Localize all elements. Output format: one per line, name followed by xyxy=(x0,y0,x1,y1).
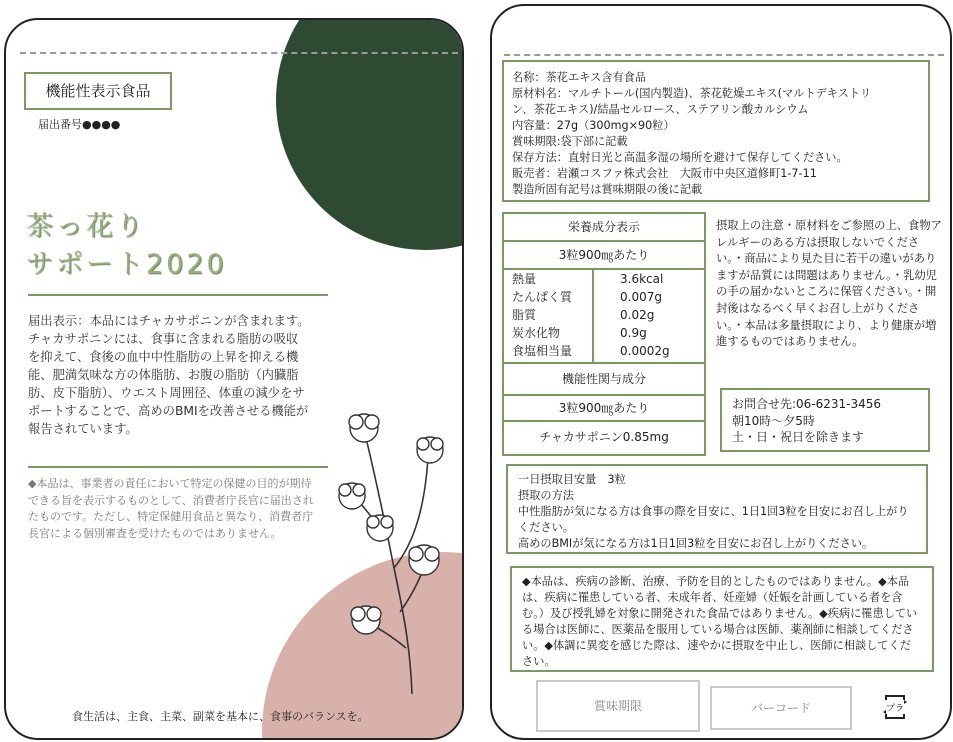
nutrient-value: 0.9g xyxy=(620,326,647,340)
usage-notes: 摂取上の注意・原材料をご参照の上、食物アレルギーのある方は摂取しないでください。・商品により見た目に若干の違いがありますが品質には問題はありません。・乳幼児の手の届かないところに保管ください。・開封後はなるべく早くお召し上がりください。・本品は多量摂取により、より健康が増進するものではありません。 xyxy=(716,219,942,349)
product-name-line1: 茶っ花り xyxy=(26,211,146,242)
front-label-panel xyxy=(4,18,464,740)
info-line: 販売者：岩瀬コスファ株式会社 大阪市中央区道修町1-7-11 xyxy=(512,167,817,180)
functional-title: 機能性関与成分 xyxy=(504,364,704,396)
plastic-recycle-icon xyxy=(880,692,910,722)
nutrition-table xyxy=(502,212,706,456)
barcode-box: バーコード xyxy=(710,686,852,730)
nutrient-value: 0.007g xyxy=(620,290,662,304)
info-line: 製造所固有記号は賞味期限の後に記載 xyxy=(512,183,703,196)
nutrition-serving: 3粒900㎎あたり xyxy=(504,242,704,270)
dashed-divider xyxy=(504,54,944,56)
dashed-divider xyxy=(20,52,458,54)
nutrient-label: 食塩相当量 xyxy=(512,344,573,358)
product-name xyxy=(26,208,227,284)
functional-serving: 3粒900㎎あたり xyxy=(504,396,704,422)
back-label-panel xyxy=(490,4,952,740)
nutrition-values xyxy=(504,270,704,364)
intake-line: 摂取の方法 xyxy=(518,489,574,502)
nutrient-label: 炭水化物 xyxy=(512,326,561,340)
nutrition-title: 栄養成分表示 xyxy=(504,214,704,242)
best-before-box: 賞味期限 xyxy=(536,680,700,732)
category-label: 機能性表示食品 xyxy=(24,72,172,110)
contact-box xyxy=(720,388,930,452)
info-line: 内容量：27g（300mg×90粒） xyxy=(512,119,675,132)
contact-line: 土・日・祝日を除きます xyxy=(732,430,865,444)
nutrient-value: 0.0002g xyxy=(620,344,670,358)
contact-line: 朝10時～夕5時 xyxy=(732,413,815,428)
nutrient-label: 熱量 xyxy=(512,272,537,286)
nutrient-value: 0.02g xyxy=(620,308,655,322)
green-divider xyxy=(28,294,328,296)
cotton-flower-illustration xyxy=(330,398,450,698)
product-info-box xyxy=(502,60,930,202)
intake-box xyxy=(506,464,928,554)
green-divider xyxy=(28,466,328,468)
info-line: ン、茶花エキス)/結晶セルロース、ステアリン酸カルシウム xyxy=(512,103,809,116)
intake-line: 高めのBMIが気になる方は1日1回3粒を目安にお召し上がりください。 xyxy=(518,537,874,550)
info-line: 保存方法：直射日光と高温多湿の場所を避けて保存してください。 xyxy=(512,151,848,164)
functional-claim-text: 届出表示：本品にはチャカサポニンが含まれます。チャカサポニンには、食事に含まれる脂肪の吸収を抑えて、食後の血中中性脂肪の上昇を抑える機能、肥満気味な方の体脂肪、お腹の脂肪（内臓脂肪、皮下脂肪）、ウエスト周囲径、体重の減少をサポートすることで、高めのBMIを改善させる機能が報告されています。 xyxy=(28,314,310,436)
nutrient-label: たんぱく質 xyxy=(512,290,573,304)
disclaimer-text: ◆本品は、事業者の責任において特定の保健の目的が期待できる旨を表示するものとして、消費者庁長官に届出されたものです。ただし、特定保健用食品と異なり、消費者庁長官による個別審査を受けたものではありません。 xyxy=(28,477,314,540)
nutrient-value: 3.6kcal xyxy=(620,272,664,286)
intake-line: 一日摂取目安量 3粒 xyxy=(518,473,626,486)
registration-number: 届出番号●●●● xyxy=(38,118,121,131)
info-line: 名称：茶花エキス含有食品 xyxy=(512,71,647,84)
intake-line: 中性脂肪が気になる方は食事の際を目安に、1日1回3粒を目安にお召し上がりください。 xyxy=(518,505,909,534)
info-line: 賞味期限:袋下部に記載 xyxy=(512,135,628,148)
product-name-line2: サポート2020 xyxy=(26,249,227,280)
contact-line: お問合せ先:06-6231-3456 xyxy=(732,397,882,411)
info-line: 原材料名：マルチトール(国内製造)、茶花乾燥エキス(マルトデキストリ xyxy=(512,87,872,100)
recycle-mark-text: プラ xyxy=(885,704,905,714)
diet-note: 食生活は、主食、主菜、副菜を基本に、食事のバランスを。 xyxy=(72,710,369,723)
warning-box: ◆本品は、疾病の診断、治療、予防を目的としたものではありません。◆本品は、疾病に罹患している者、未成年者、妊産婦（妊娠を計画している者を含む。）及び授乳婦を対象に開発された食品ではありません。◆疾病に罹患している場合は医師に、医薬品を服用している場合は医師、薬剤師に相談してください。◆体調に異変を感じた際は、速やかに摂取を中止し、医師に相談してください。 xyxy=(510,566,934,672)
functional-value: チャカサポニン0.85mg xyxy=(539,430,669,444)
nutrient-label: 脂質 xyxy=(512,308,537,322)
